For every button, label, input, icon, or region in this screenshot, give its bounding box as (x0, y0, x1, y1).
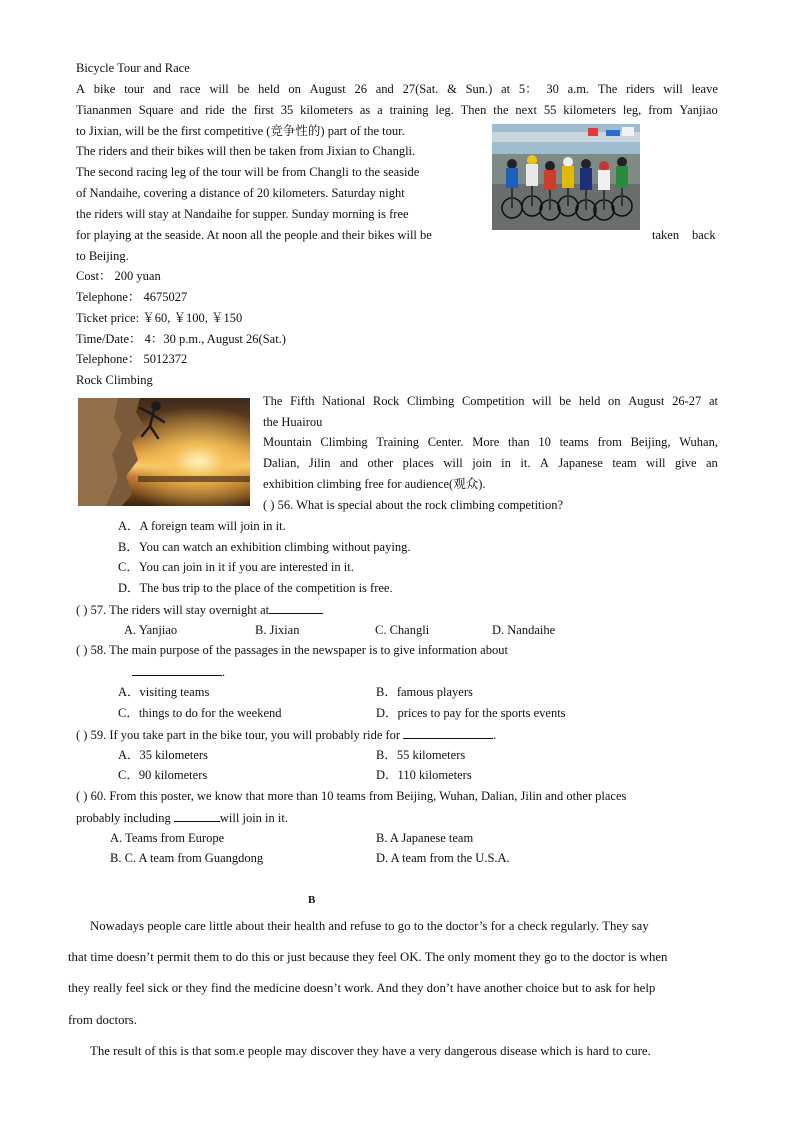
question-56: ( ) 56. What is special about the rock climbing competition? (263, 498, 564, 512)
q59-option-a: A．35 kilometers (118, 748, 208, 762)
rock-line-4 (263, 455, 718, 471)
bike-line-9: to Beijing. (76, 249, 129, 263)
rock-title: Rock Climbing (76, 373, 153, 387)
question-58: ( ) 58. The main purpose of the passages in the newspaper is to give information about (76, 643, 508, 657)
ticket-price: Ticket price: ￥60, ￥100, ￥150 (76, 311, 243, 325)
word: tour (124, 82, 145, 96)
word: and (339, 456, 358, 470)
q60-text-a: probably including (76, 811, 171, 825)
section-b-para2-line1: The result of this is that som.e people may discover they have a very dangerous disease which is hard to cure. (90, 1044, 651, 1058)
rock-line-5: exhibition climbing free for audience(观众). (263, 477, 486, 491)
word: and (152, 82, 172, 96)
word: and (375, 82, 394, 96)
word: bike (93, 82, 116, 96)
word: a.m. (567, 82, 590, 96)
word: race (179, 82, 201, 96)
cycling-race-photo (492, 124, 640, 230)
word: be (237, 82, 250, 96)
word: More (472, 435, 500, 449)
word: August (309, 82, 346, 96)
q60-option-b: B. A Japanese team (376, 831, 474, 845)
q57-option-d: D. Nandaihe (492, 623, 556, 637)
rock-line-2: the Huairou (263, 415, 323, 429)
word: Square (138, 103, 174, 117)
q58-blank-line (132, 663, 225, 680)
q59-text: ( ) 59. If you take part in the bike tour, you will probably ride for (76, 728, 401, 742)
word: 26-27 (672, 394, 702, 408)
word: 27(Sat. (402, 82, 439, 96)
q56-option-c: C．You can join in it if you are interested in it. (118, 560, 354, 574)
bike-line-8-taken: taken (652, 228, 680, 242)
word: Climbing (407, 394, 455, 408)
word: held (578, 394, 601, 408)
q57-option-a: A. Yanjiao (124, 623, 178, 637)
q59-option-d: D．110 kilometers (376, 768, 472, 782)
word: at (501, 82, 511, 96)
q58-option-d: D．prices to pay for the sports events (376, 706, 566, 720)
word: from (597, 435, 622, 449)
word: August (628, 394, 665, 408)
word: Tiananmen (76, 103, 132, 117)
word: a (377, 103, 383, 117)
bike-telephone: Telephone： 4675027 (76, 290, 188, 304)
q58-option-c: C．things to do for the weekend (118, 706, 282, 720)
section-b-para1-line3: they really feel sick or they find the medicine doesn’t work. And they don’t have another choice but to ask for help (68, 981, 656, 995)
bike-title: Bicycle Tour and Race (76, 61, 190, 75)
rock-line-1 (263, 393, 718, 409)
word: first (253, 103, 274, 117)
word: in (501, 456, 511, 470)
word: training (389, 103, 429, 117)
rock-line-3 (263, 434, 718, 450)
word: The (597, 82, 618, 96)
word: Yanjiao (679, 103, 718, 117)
question-57 (76, 601, 323, 618)
word: National (322, 394, 366, 408)
bike-line-8: for playing at the seaside. At noon all the people and their bikes will be (76, 228, 432, 242)
word: team (612, 456, 637, 470)
word: be (559, 394, 572, 408)
question-60-line-2 (76, 809, 288, 826)
word: the (231, 103, 247, 117)
bike-cost: Cost： 200 yuan (76, 269, 161, 283)
bike-line-7: the riders will stay at Nandaihe for supper. Sunday morning is free (76, 207, 409, 221)
word: Climbing (320, 435, 368, 449)
word: will (209, 82, 229, 96)
word: next (515, 103, 537, 117)
word: Center. (427, 435, 464, 449)
word: kilometers (563, 103, 616, 117)
bike-line-1 (76, 81, 718, 97)
rock-climbing-photo (78, 398, 250, 506)
q56-option-a: A．A foreign team will join in it. (118, 519, 286, 533)
telephone-2: Telephone： 5012372 (76, 352, 188, 366)
q59-option-b: B．55 kilometers (376, 748, 466, 762)
section-b-para1-line4: from doctors. (68, 1013, 137, 1027)
word: Mountain (263, 435, 312, 449)
word: kilometers (300, 103, 353, 117)
q60-option-a: A. Teams from Europe (110, 831, 225, 845)
word: leg, (622, 103, 642, 117)
word: will (443, 456, 463, 470)
word: & (447, 82, 457, 96)
word: than (508, 435, 530, 449)
time-date: Time/Date： 4：30 p.m., August 26(Sat.) (76, 332, 286, 346)
word: Dalian, (263, 456, 300, 470)
word: on (288, 82, 301, 96)
word: Jilin (308, 456, 331, 470)
q59-end: . (493, 728, 497, 742)
q58-end: . (222, 665, 226, 679)
word: riders (626, 82, 655, 96)
word: held (258, 82, 280, 96)
word: The (263, 394, 283, 408)
word: A (539, 456, 549, 470)
answer-blank (403, 726, 493, 739)
word: Beijing, (630, 435, 671, 449)
bike-line-2 (76, 102, 718, 118)
word: will (532, 394, 552, 408)
answer-blank (269, 601, 323, 614)
bike-line-3: to Jixian, will be the first competitive (竞争性的) part of the tour. (76, 124, 405, 138)
word: 26 (354, 82, 367, 96)
q60-option-c: B. C. A team from Guangdong (110, 851, 264, 865)
word: will (663, 82, 683, 96)
word: it. (520, 456, 531, 470)
word: places (402, 456, 434, 470)
word: leg. (435, 103, 454, 117)
q60-text-b: will join in it. (219, 811, 288, 825)
word: from (648, 103, 673, 117)
bike-line-8-back: back (692, 228, 716, 242)
bike-line-5: The second racing leg of the tour will be from Changli to the seaside (76, 165, 420, 179)
word: teams (559, 435, 589, 449)
section-b-label: B (308, 894, 316, 906)
bike-line-4: The riders and their bikes will then be taken from Jixian to Changli. (76, 144, 416, 158)
word: an (706, 456, 718, 470)
section-b-para1-line1: Nowadays people care little about their health and refuse to go to the doctor’s for a check regularly. They say (90, 919, 649, 933)
word: join (472, 456, 492, 470)
q58-option-a: A．visiting teams (118, 685, 210, 699)
section-b-para1-line2: that time doesn’t permit them to do this or just because they feel OK. The only moment they go to the doctor is when (68, 950, 668, 964)
word: give (675, 456, 697, 470)
bike-line-6: of Nandaihe, covering a distance of 20 kilometers. Saturday night (76, 186, 405, 200)
question-59 (76, 726, 496, 743)
answer-blank (132, 663, 222, 676)
question-60: ( ) 60. From this poster, we know that more than 10 teams from Beijing, Wuhan, Dalian, Jilin and other places (76, 789, 627, 803)
word: Wuhan, (679, 435, 718, 449)
word: 5： (518, 82, 538, 96)
q57-text: ( ) 57. The riders will stay overnight at (76, 603, 270, 617)
word: 30 (546, 82, 559, 96)
word: Competition (461, 394, 525, 408)
q60-option-d: D. A team from the U.S.A. (376, 851, 510, 865)
word: A (76, 82, 86, 96)
word: Japanese (558, 456, 603, 470)
word: 55 (543, 103, 557, 117)
q57-option-c: C. Changli (375, 623, 430, 637)
word: will (646, 456, 666, 470)
q56-option-d: D．The bus trip to the place of the competition is free. (118, 581, 393, 595)
word: on (608, 394, 621, 408)
word: Then (460, 103, 487, 117)
word: Fifth (290, 394, 315, 408)
word: Sun.) (465, 82, 493, 96)
answer-blank (174, 809, 220, 822)
word: 10 (538, 435, 551, 449)
word: and (180, 103, 199, 117)
word: the (493, 103, 509, 117)
word: Rock (372, 394, 400, 408)
word: as (359, 103, 371, 117)
word: Training (376, 435, 419, 449)
q59-option-c: C．90 kilometers (118, 768, 208, 782)
word: ride (205, 103, 225, 117)
q57-option-b: B. Jixian (255, 623, 300, 637)
word: leave (691, 82, 718, 96)
word: other (367, 456, 394, 470)
word: at (708, 394, 718, 408)
q56-option-b: B．You can watch an exhibition climbing without paying. (118, 540, 411, 554)
word: 35 (280, 103, 294, 117)
q58-option-b: B．famous players (376, 685, 473, 699)
